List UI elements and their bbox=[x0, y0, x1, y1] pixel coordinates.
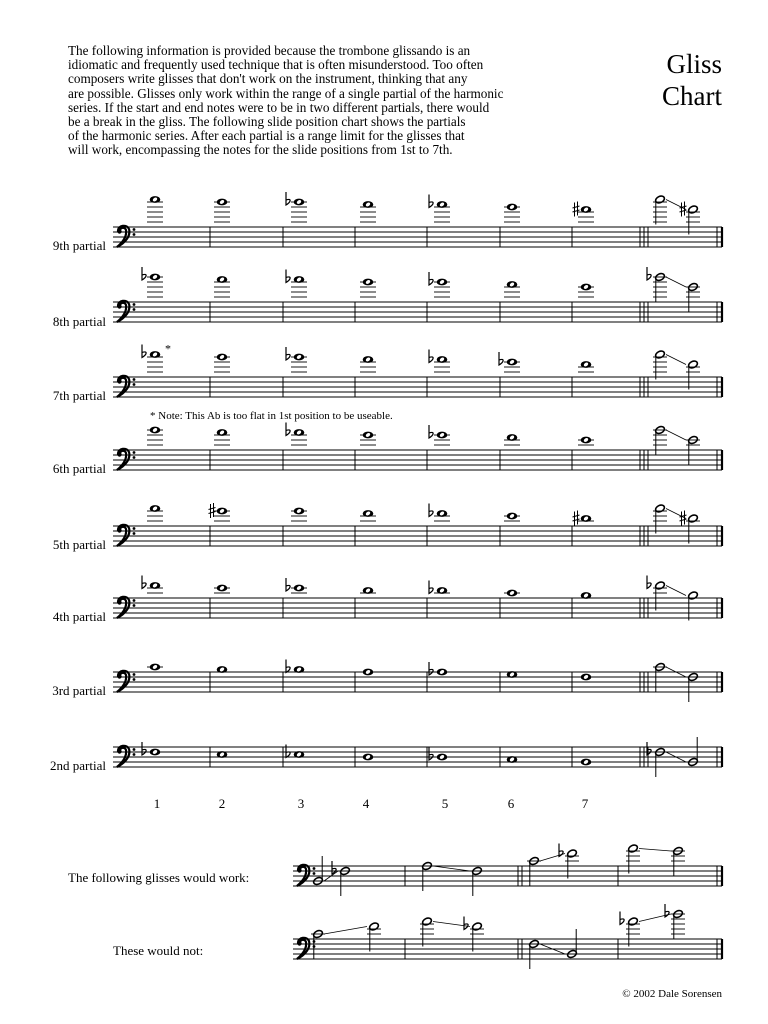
bass-clef-icon bbox=[133, 303, 136, 306]
sharp-icon bbox=[573, 202, 580, 217]
bass-clef-icon bbox=[297, 865, 309, 886]
position-number-6: 6 bbox=[507, 796, 515, 811]
sharp-icon bbox=[573, 511, 580, 526]
bass-clef-icon bbox=[117, 528, 121, 532]
bass-clef-icon bbox=[133, 456, 136, 459]
partial-label-9th: 9th partial bbox=[52, 238, 106, 253]
bass-clef-icon bbox=[133, 383, 136, 386]
gliss-line bbox=[639, 914, 671, 922]
partial-label-4th: 4th partial bbox=[52, 609, 106, 624]
gliss-line bbox=[639, 849, 671, 852]
bass-clef-icon bbox=[117, 226, 129, 247]
bass-clef-icon bbox=[117, 376, 129, 397]
bass-clef-icon bbox=[117, 525, 129, 546]
bass-clef-icon bbox=[117, 379, 121, 383]
intro-line: will work, encompassing the notes for the slide positions from 1st to 7th. bbox=[68, 142, 453, 158]
bass-clef-icon bbox=[133, 673, 136, 676]
title-line-1: Gliss bbox=[666, 49, 722, 79]
bass-clef-icon bbox=[313, 872, 316, 875]
bass-clef-icon bbox=[133, 451, 136, 454]
intro-line: The following information is provided because the trombone glissando is an bbox=[68, 43, 471, 58]
flat-icon bbox=[429, 272, 433, 285]
flat-icon bbox=[286, 270, 290, 283]
intro-line: of the harmonic series. After each partial is a range limit for the glisses that bbox=[68, 128, 465, 144]
bass-clef-icon bbox=[133, 228, 136, 231]
intro-line: composers write glisses that don't work on the instrument, thinking that any bbox=[68, 71, 468, 87]
intro-line: idiomatic and frequently used technique that is often misunderstood. Too often bbox=[68, 57, 484, 73]
gliss-line bbox=[540, 854, 565, 862]
flat-icon bbox=[464, 917, 468, 930]
flat-icon bbox=[429, 747, 433, 760]
example-label-work: The following glisses would work: bbox=[68, 870, 250, 885]
bass-clef-icon bbox=[117, 600, 121, 604]
flat-icon bbox=[429, 195, 433, 208]
partial-label-2nd: 2nd partial bbox=[50, 758, 106, 773]
copyright-text: © 2002 Dale Sorensen bbox=[622, 988, 722, 1000]
intro-line: series. If the start and end notes were to be in two different partials, there would bbox=[68, 99, 490, 115]
partial-label-6th: 6th partial bbox=[52, 461, 106, 476]
flat-icon bbox=[429, 425, 433, 438]
bass-clef-icon bbox=[133, 753, 136, 756]
bass-clef-icon bbox=[117, 597, 129, 618]
flat-icon bbox=[620, 912, 624, 925]
flat-icon bbox=[647, 267, 651, 280]
position-number-4: 4 bbox=[362, 796, 370, 811]
gliss-line bbox=[666, 200, 686, 210]
bass-clef-icon bbox=[117, 749, 121, 753]
flat-icon bbox=[286, 660, 290, 673]
position-number-7: 7 bbox=[581, 796, 589, 811]
bass-clef-icon bbox=[133, 678, 136, 681]
bass-clef-icon bbox=[133, 233, 136, 236]
position-number-1: 1 bbox=[153, 796, 161, 811]
flat-icon bbox=[286, 423, 290, 436]
gliss-line bbox=[666, 430, 686, 440]
gliss-line bbox=[666, 586, 686, 596]
intro-line: are possible. Glisses only work within the range of a single partial of the harmonic bbox=[68, 85, 504, 101]
bass-clef-icon bbox=[297, 938, 309, 959]
intro-line: be a break in the gliss. The following slide position chart shows the partials bbox=[68, 114, 466, 130]
flat-icon bbox=[142, 742, 146, 755]
position-number-3: 3 bbox=[297, 796, 305, 811]
footnote-text: * Note: This Ab is too flat in 1st position to be useable. bbox=[150, 410, 393, 422]
flat-icon bbox=[142, 267, 146, 280]
bass-clef-icon bbox=[133, 604, 136, 607]
flat-icon bbox=[429, 350, 433, 363]
bass-clef-icon bbox=[117, 229, 121, 233]
bass-clef-icon bbox=[117, 301, 129, 322]
asterisk-mark: * bbox=[165, 341, 171, 356]
bass-clef-icon bbox=[117, 304, 121, 308]
gliss-line bbox=[666, 355, 686, 365]
partial-label-8th: 8th partial bbox=[52, 314, 106, 329]
flat-icon bbox=[429, 662, 433, 675]
bass-clef-icon bbox=[117, 674, 121, 678]
flat-icon bbox=[332, 861, 336, 874]
bass-clef-icon bbox=[297, 868, 301, 872]
partial-label-3rd: 3rd partial bbox=[52, 683, 106, 698]
gliss-line bbox=[666, 277, 686, 287]
bass-clef-icon bbox=[297, 941, 301, 945]
bass-clef-icon bbox=[133, 532, 136, 535]
bass-clef-icon bbox=[117, 449, 129, 470]
bass-clef-icon bbox=[313, 867, 316, 870]
flat-icon bbox=[286, 347, 290, 360]
gliss-line bbox=[433, 866, 470, 871]
flat-icon bbox=[286, 745, 290, 758]
bass-clef-icon bbox=[117, 671, 129, 692]
flat-icon bbox=[286, 192, 290, 205]
bass-clef-icon bbox=[133, 527, 136, 530]
example-label-not-work: These would not: bbox=[113, 943, 204, 958]
position-number-2: 2 bbox=[218, 796, 226, 811]
partial-label-7th: 7th partial bbox=[52, 388, 106, 403]
flat-icon bbox=[499, 352, 503, 365]
title-line-2: Chart bbox=[662, 81, 722, 111]
partial-label-5th: 5th partial bbox=[52, 537, 106, 552]
gliss-line bbox=[324, 927, 367, 935]
bass-clef-icon bbox=[117, 746, 129, 767]
position-number-5: 5 bbox=[441, 796, 449, 811]
flat-icon bbox=[429, 581, 433, 594]
flat-icon bbox=[429, 504, 433, 517]
bass-clef-icon bbox=[133, 378, 136, 381]
bass-clef-icon bbox=[133, 308, 136, 311]
bass-clef-icon bbox=[133, 599, 136, 602]
flat-icon bbox=[142, 345, 146, 358]
flat-icon bbox=[142, 576, 146, 589]
flat-icon bbox=[647, 576, 651, 589]
gliss-line bbox=[666, 509, 686, 519]
bass-clef-icon bbox=[117, 452, 121, 456]
bass-clef-icon bbox=[133, 748, 136, 751]
flat-icon bbox=[286, 578, 290, 591]
